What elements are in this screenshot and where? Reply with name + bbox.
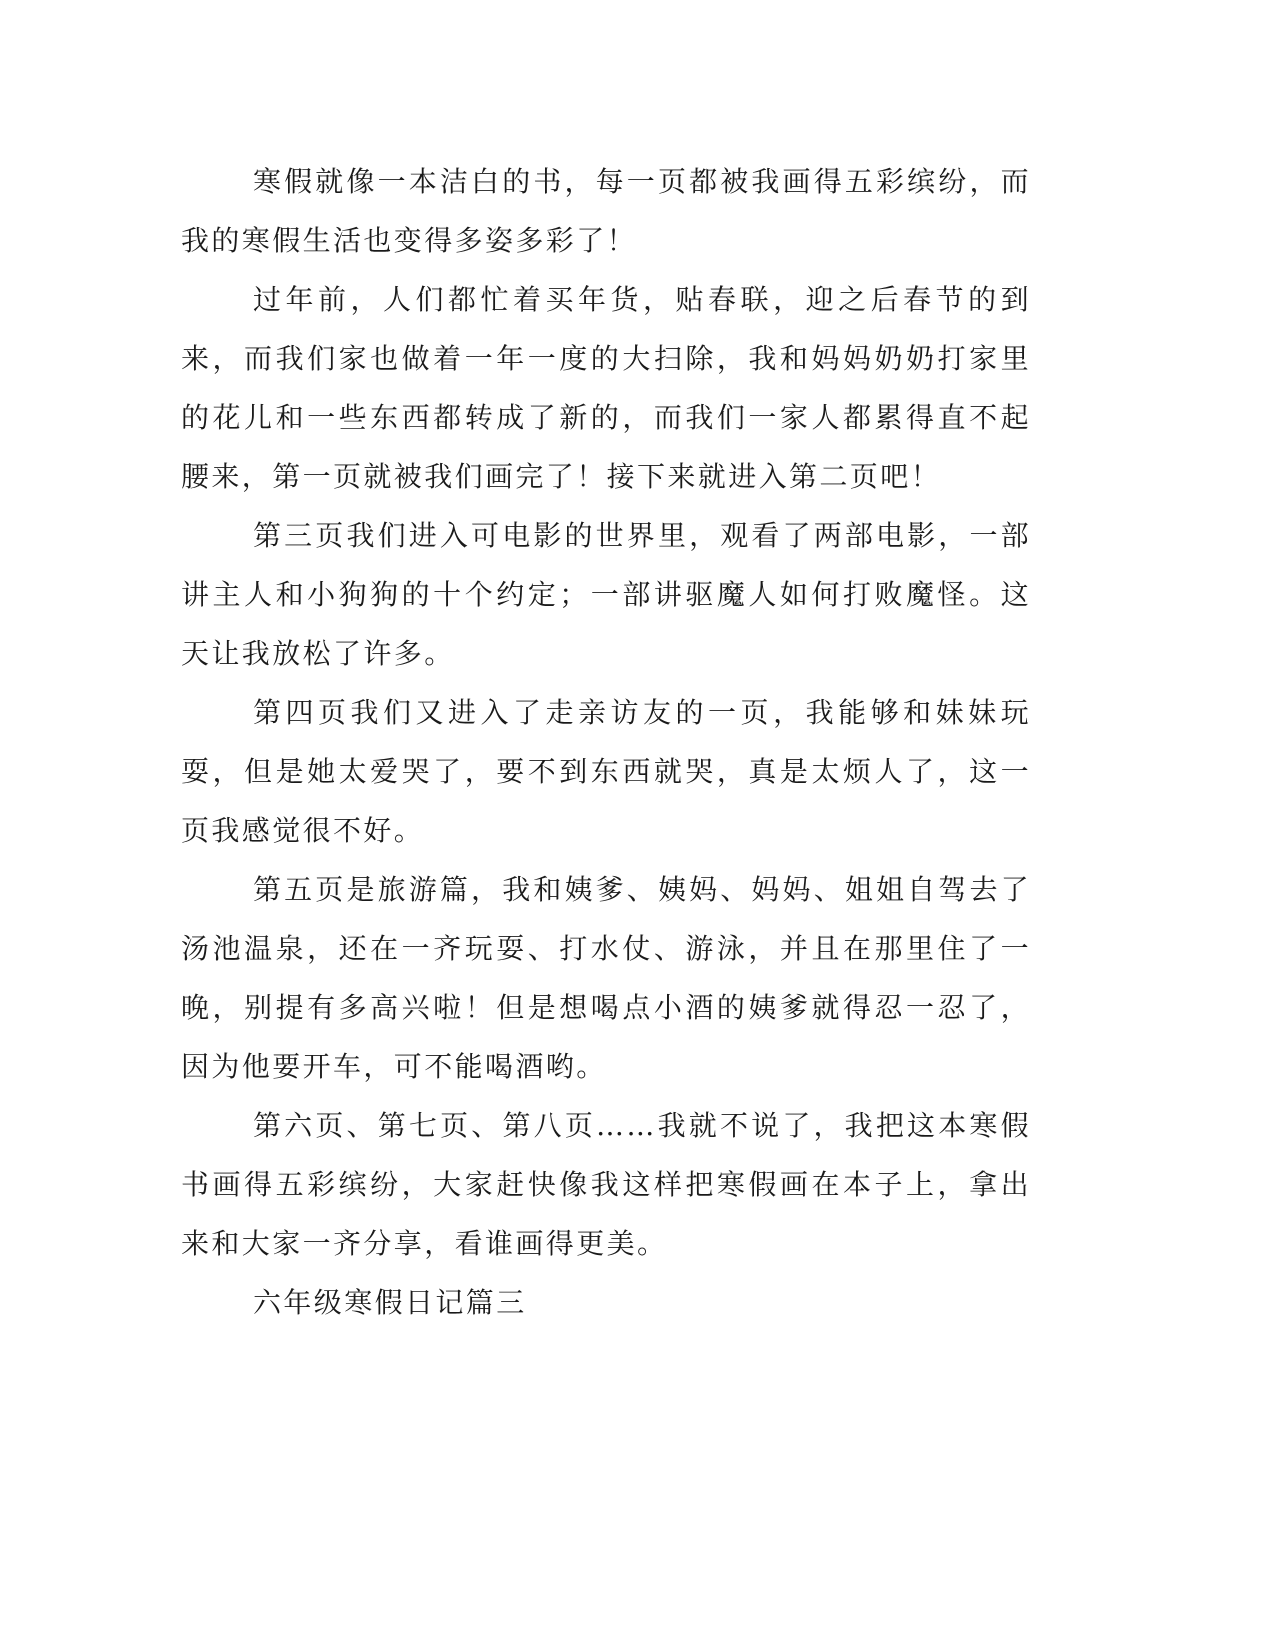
paragraph-visiting: 第四页我们又进入了走亲访友的一页，我能够和妹妹玩耍，但是她太爱哭了，要不到东西就哭，真是太烦人了，这一页我感觉很不好。 <box>181 696 1031 847</box>
section-heading: 六年级寒假日记篇三 <box>253 1286 527 1319</box>
paragraph-conclusion: 第六页、第七页、第八页……我就不说了，我把这本寒假书画得五彩缤纷，大家赶快像我这样把寒假画在本子上，拿出来和大家一齐分享，看谁画得更美。 <box>181 1109 1031 1260</box>
paragraph-travel: 第五页是旅游篇，我和姨爹、姨妈、妈妈、姐姐自驾去了汤池温泉，还在一齐玩耍、打水仗、游泳，并且在那里住了一晚，别提有多高兴啦！但是想喝点小酒的姨爹就得忍一忍了，因为他要开车，可不能喝酒哟。 <box>181 873 1031 1083</box>
paragraph-movies: 第三页我们进入可电影的世界里，观看了两部电影，一部讲主人和小狗狗的十个约定；一部讲驱魔人如何打败魔怪。这天让我放松了许多。 <box>181 519 1031 670</box>
paragraph-intro: 寒假就像一本洁白的书，每一页都被我画得五彩缤纷，而我的寒假生活也变得多姿多彩了！ <box>181 165 1031 257</box>
document-body <box>181 152 1031 1332</box>
paragraph-new-year: 过年前，人们都忙着买年货，贴春联，迎之后春节的到来，而我们家也做着一年一度的大扫除，我和妈妈奶奶打家里的花儿和一些东西都转成了新的，而我们一家人都累得直不起腰来，第一页就被我们画完了！接下来就进入第二页吧！ <box>181 283 1031 493</box>
